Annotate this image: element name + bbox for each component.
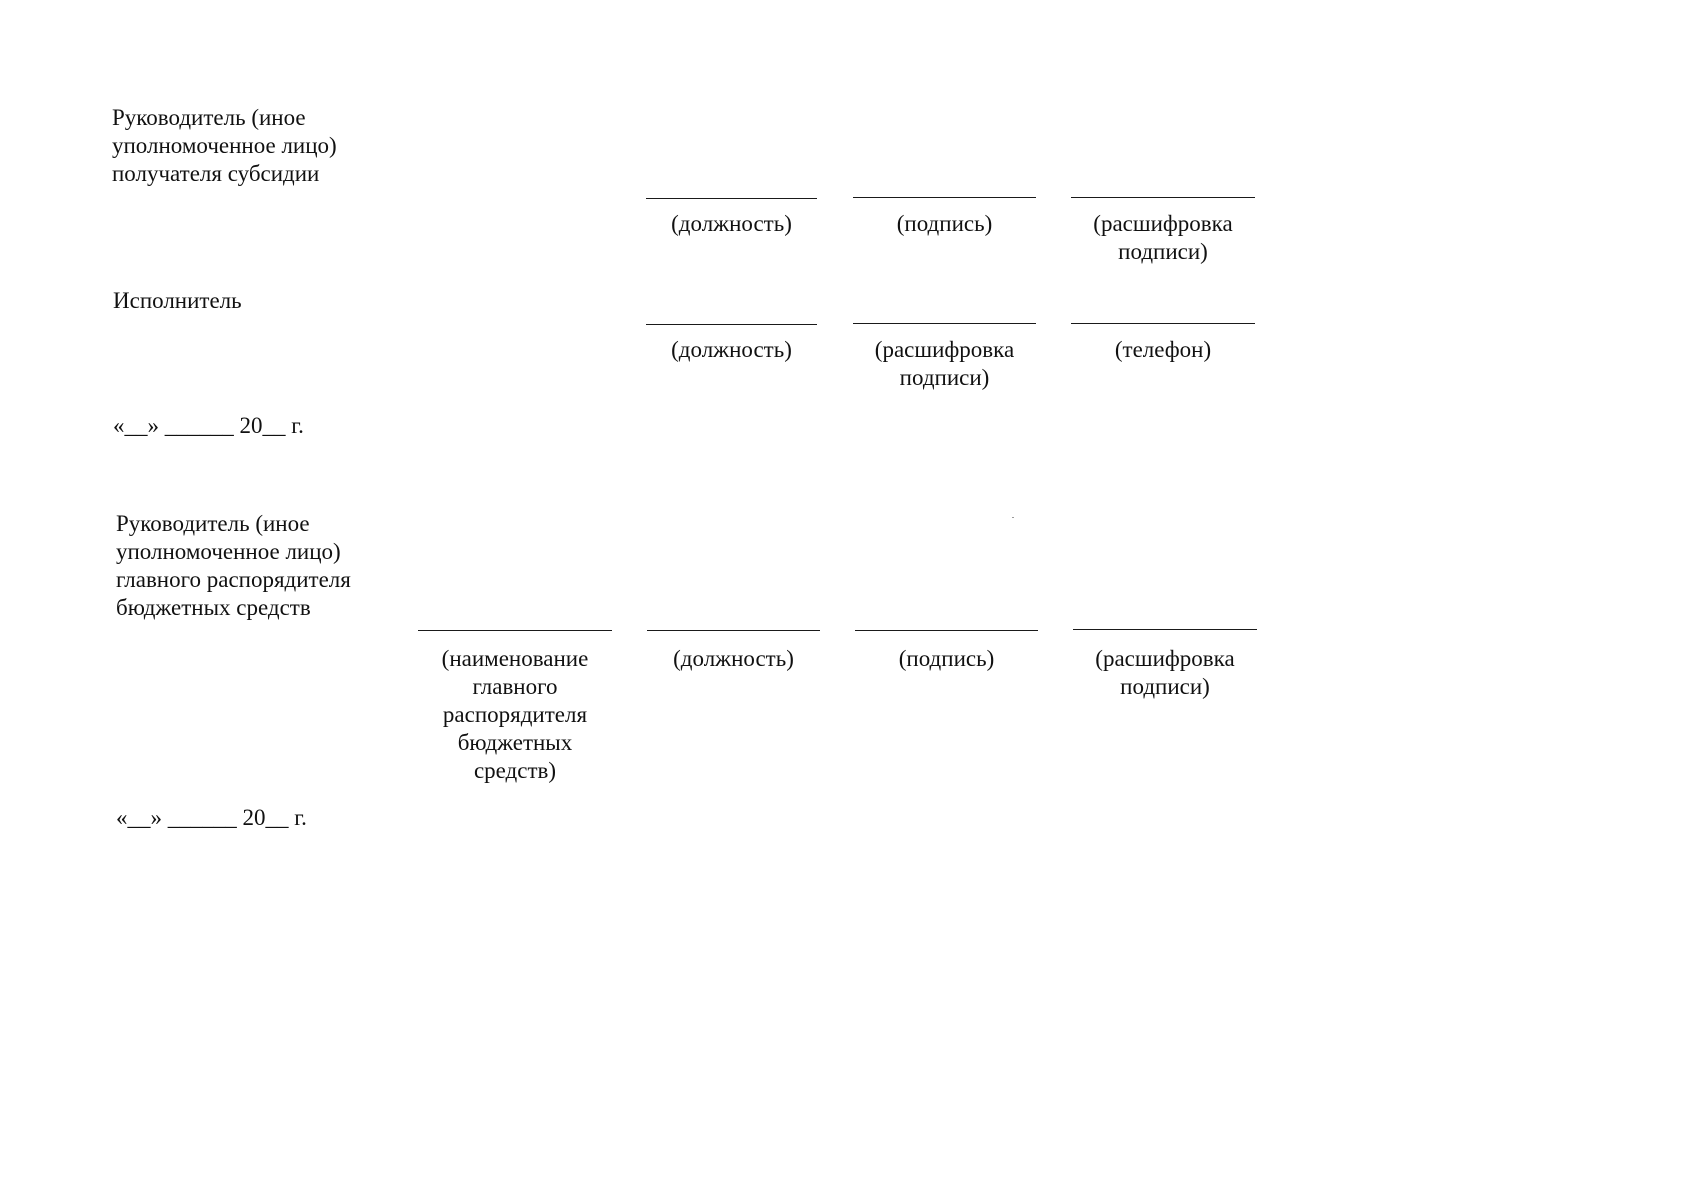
administrator-signature-decryption-caption: (расшифровка подписи) (1095, 646, 1235, 699)
administrator-signature-caption: (подпись) (898, 646, 995, 671)
administrator-signature-line (855, 630, 1038, 631)
executor-position-line (646, 324, 817, 325)
recipient-signature-decryption-caption: (расшифровка подписи) (1093, 211, 1233, 264)
administrator-date: «__» ______ 20__ г. (116, 805, 307, 830)
administrator-position-caption: (должность) (673, 646, 794, 671)
administrator-signature-decryption-line (1073, 629, 1257, 630)
recipient-signature-caption: (подпись) (896, 211, 993, 236)
executor-label: Исполнитель (113, 288, 242, 313)
executor-signature-decryption-caption: (расшифровка подписи) (874, 337, 1015, 390)
recipient-position-line (646, 198, 817, 199)
executor-position-caption: (должность) (671, 337, 792, 362)
executor-signature-decryption-line (853, 323, 1036, 324)
scan-speck (1012, 517, 1014, 518)
administrator-position-line (647, 630, 820, 631)
executor-date: «__» ______ 20__ г. (113, 413, 304, 438)
recipient-signature-decryption-line (1071, 197, 1255, 198)
recipient-position-caption: (должность) (671, 211, 792, 236)
recipient-signature-line (853, 197, 1036, 198)
administrator-name-caption: (наименование главного распорядителя бюджетных средств) (441, 646, 589, 783)
executor-phone-line (1071, 323, 1255, 324)
executor-phone-caption: (телефон) (1114, 337, 1212, 362)
administrator-name-line (418, 630, 612, 631)
budget-administrator-head-label: Руководитель (иное уполномоченное лицо) главного распорядителя бюджетных средств (116, 511, 351, 620)
recipient-head-label: Руководитель (иное уполномоченное лицо) получателя субсидии (112, 105, 337, 186)
